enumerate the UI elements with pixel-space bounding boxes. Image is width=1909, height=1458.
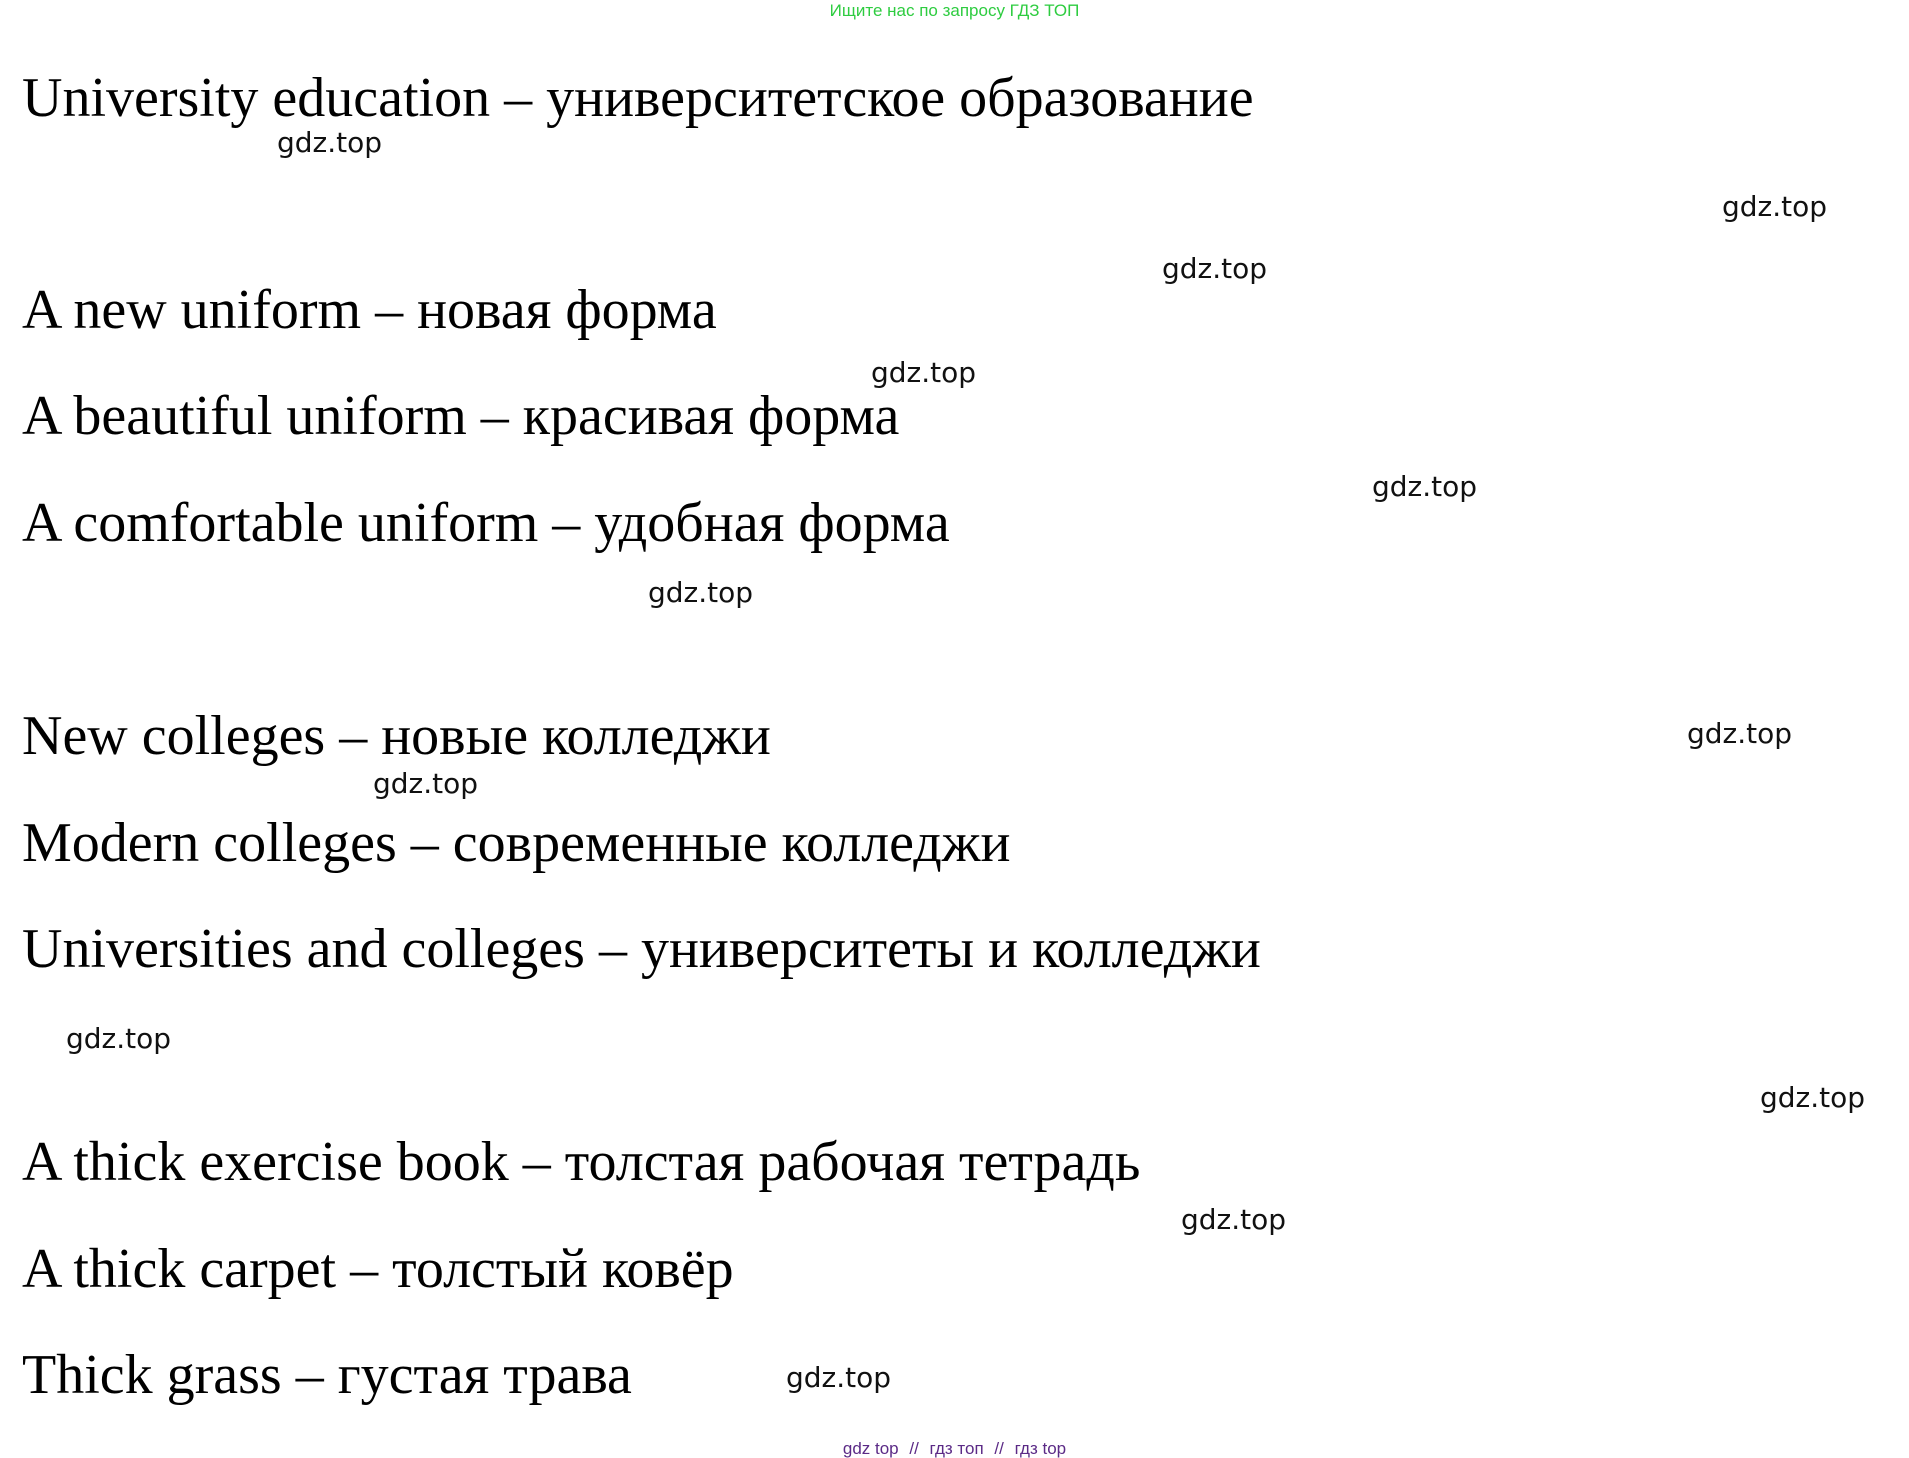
- phrase-modern-colleges: Modern colleges – современные колледжи: [22, 812, 1011, 874]
- footer-links: [0, 1440, 1909, 1458]
- footer-link-gdz-top-ru[interactable]: гдз топ: [929, 1439, 984, 1458]
- phrase-beautiful-uniform: A beautiful uniform – красивая форма: [22, 385, 900, 447]
- watermark: gdz.top: [373, 767, 479, 800]
- top-banner: Ищите нас по запросу ГДЗ ТОП: [829, 1, 1080, 20]
- phrase-university-education: University education – университетское образование: [22, 67, 1254, 129]
- watermark: gdz.top: [1162, 252, 1268, 285]
- footer-link-gdz-top[interactable]: gdz top: [842, 1439, 899, 1458]
- watermark: gdz.top: [871, 356, 977, 389]
- phrase-thick-grass: Thick grass – густая трава: [22, 1344, 632, 1406]
- phrase-thick-carpet: A thick carpet – толстый ковёр: [22, 1238, 734, 1300]
- watermark: gdz.top: [786, 1361, 892, 1394]
- footer-separator: //: [994, 1439, 1004, 1458]
- watermark: gdz.top: [1687, 717, 1793, 750]
- watermark: gdz.top: [1372, 470, 1478, 503]
- watermark: gdz.top: [277, 126, 383, 159]
- watermark: gdz.top: [1181, 1203, 1287, 1236]
- watermark: gdz.top: [1760, 1081, 1866, 1114]
- footer-link-gdz-top-mixed[interactable]: гдз top: [1014, 1439, 1067, 1458]
- phrase-new-colleges: New colleges – новые колледжи: [22, 705, 771, 767]
- phrase-thick-exercise-book: A thick exercise book – толстая рабочая тетрадь: [22, 1131, 1141, 1193]
- phrase-comfortable-uniform: A comfortable uniform – удобная форма: [22, 492, 950, 554]
- watermark: gdz.top: [1722, 190, 1828, 223]
- footer-separator: //: [909, 1439, 919, 1458]
- phrase-new-uniform: A new uniform – новая форма: [22, 279, 717, 341]
- watermark: gdz.top: [66, 1022, 172, 1055]
- phrase-universities-and-colleges: Universities and colleges – университеты и колледжи: [22, 918, 1261, 980]
- watermark: gdz.top: [648, 576, 754, 609]
